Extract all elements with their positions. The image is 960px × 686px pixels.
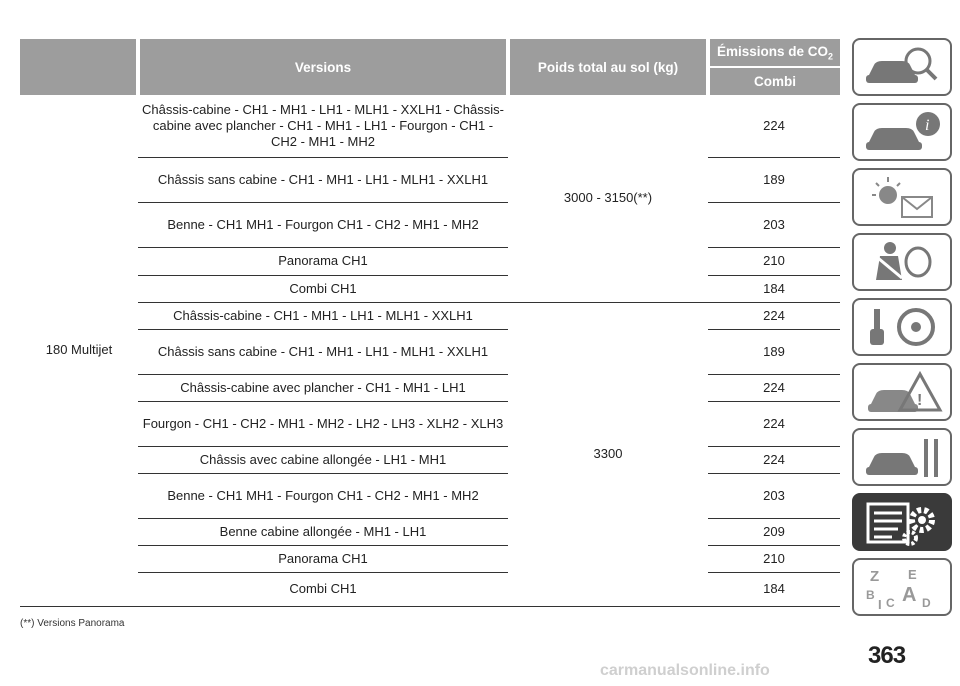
seatbelt-airbag-icon [862,240,946,286]
combi-cell: 224 [708,95,840,157]
version-cell: Combi CH1 [138,275,508,302]
table-row [20,202,840,247]
combi-cell: 210 [708,545,840,572]
table-row [20,545,840,572]
alphabetical-index-icon [862,565,946,611]
emissions-table [20,39,840,607]
chapter-sidebar [852,38,955,623]
header-versions: Versions [138,39,508,95]
tab-maintenance[interactable] [852,428,952,486]
combi-cell: 189 [708,157,840,202]
tab-starting-driving[interactable] [852,298,952,356]
svg-text:B: B [866,588,875,602]
poids-cell: 3300 [508,302,708,606]
car-tools-icon [862,435,946,481]
footnote: (**) Versions Panorama [20,618,125,629]
car-dashboard-icon [862,45,946,91]
svg-text:A: A [902,584,917,606]
version-cell: Benne cabine allongée - MH1 - LH1 [138,518,508,545]
car-info-icon [862,110,946,156]
header-emissions-sub: 2 [828,51,834,62]
tab-safety[interactable] [852,233,952,291]
version-cell: Benne - CH1 MH1 - Fourgon CH1 - CH2 - MH1 - MH2 [138,202,508,247]
emissions-table-container [20,39,840,607]
combi-cell: 224 [708,374,840,401]
header-emissions-text: Émissions de CO [716,43,829,59]
combi-cell: 189 [708,329,840,374]
key-steering-wheel-icon [862,305,946,351]
svg-text:!: ! [917,392,923,409]
svg-text:E: E [908,567,917,582]
tab-info[interactable] [852,103,952,161]
table-row [20,157,840,202]
table-row [20,518,840,545]
svg-text:Z: Z [870,568,880,585]
combi-cell: 224 [708,446,840,473]
version-cell: Châssis sans cabine - CH1 - MH1 - LH1 - MLH1 - XXLH1 [138,329,508,374]
table-row [20,275,840,302]
tab-index[interactable] [852,558,952,616]
version-cell: Châssis sans cabine - CH1 - MH1 - LH1 - MLH1 - XXLH1 [138,157,508,202]
svg-text:I: I [878,597,882,611]
combi-cell: 184 [708,572,840,606]
combi-cell: 203 [708,202,840,247]
watermark: carmanualsonline.info [600,662,770,679]
header-combi: Combi [708,67,840,95]
model-cell: 180 Multijet [20,95,138,606]
svg-text:i: i [925,117,930,134]
table-row [20,247,840,275]
car-warning-triangle-icon [862,370,946,416]
version-cell: Benne - CH1 MH1 - Fourgon CH1 - CH2 - MH1 - MH2 [138,473,508,518]
version-cell: Châssis-cabine avec plancher - CH1 - MH1 - LH1 [138,374,508,401]
page-number: 363 [868,642,906,669]
version-cell: Châssis avec cabine allongée - LH1 - MH1 [138,446,508,473]
tab-emergency[interactable] [852,363,952,421]
table-row [20,572,840,606]
header-poids: Poids total au sol (kg) [508,39,708,95]
tab-technical-data[interactable] [852,493,952,551]
table-row [20,473,840,518]
table-row [20,401,840,446]
combi-cell: 203 [708,473,840,518]
header-blank [20,39,138,95]
tab-warning-lights[interactable] [852,168,952,226]
combi-cell: 184 [708,275,840,302]
table-row [20,95,840,157]
version-cell: Châssis-cabine - CH1 - MH1 - LH1 - MLH1 - XXLH1 - Châssis-cabine avec plancher - CH1 - MH1 - LH1 - Fourgon - CH1 - CH2 - MH1 - MH2 [138,95,508,157]
combi-cell: 209 [708,518,840,545]
svg-text:D: D [922,596,931,610]
poids-cell: 3000 - 3150(**) [508,95,708,302]
version-cell: Fourgon - CH1 - CH2 - MH1 - MH2 - LH2 - LH3 - XLH2 - XLH3 [138,401,508,446]
combi-cell: 210 [708,247,840,275]
version-cell: Combi CH1 [138,572,508,606]
warning-light-message-icon [862,175,946,221]
table-row [20,329,840,374]
version-cell: Châssis-cabine - CH1 - MH1 - LH1 - MLH1 - XXLH1 [138,302,508,329]
tab-dashboard[interactable] [852,38,952,96]
table-row [20,374,840,401]
combi-cell: 224 [708,302,840,329]
technical-data-gear-icon [862,500,946,546]
table-row [20,446,840,473]
version-cell: Panorama CH1 [138,247,508,275]
version-cell: Panorama CH1 [138,545,508,572]
svg-text:C: C [886,596,895,610]
table-row [20,302,840,329]
combi-cell: 224 [708,401,840,446]
header-emissions [708,39,840,67]
